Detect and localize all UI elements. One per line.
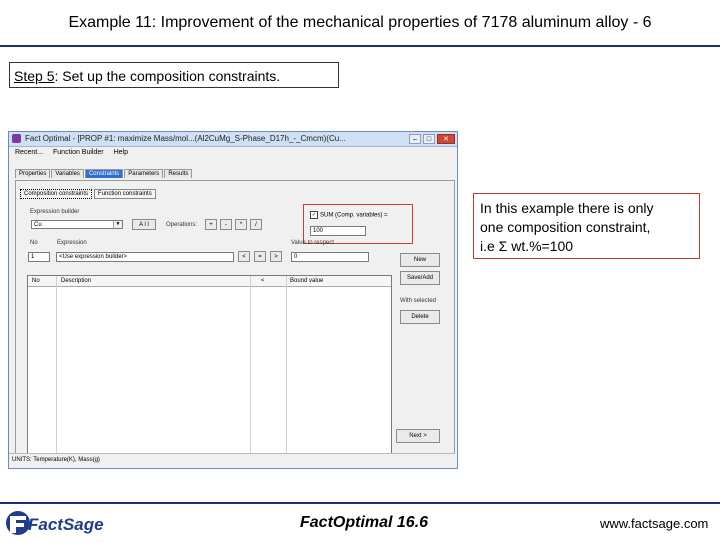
menu-recent[interactable]: Recent... bbox=[15, 149, 44, 156]
maximize-button[interactable]: □ bbox=[423, 134, 435, 144]
slide-title: Example 11: Improvement of the mechanical properties of 7178 aluminum alloy - 6 bbox=[68, 14, 652, 31]
note-line: In this example there is only bbox=[480, 200, 654, 216]
factsage-logo-mark bbox=[4, 508, 108, 538]
equals-button[interactable]: = bbox=[254, 251, 266, 262]
tab-constraints[interactable]: Constraints bbox=[85, 169, 123, 178]
step-caption bbox=[9, 62, 339, 88]
column-divider bbox=[250, 276, 251, 459]
footer-divider bbox=[0, 502, 720, 504]
footer-url[interactable]: www.factsage.com bbox=[600, 516, 709, 531]
col-no: No bbox=[32, 278, 40, 284]
expression-label: Expression bbox=[57, 240, 87, 246]
greater-than-button[interactable]: > bbox=[270, 251, 282, 262]
tab-parameters[interactable]: Parameters bbox=[124, 169, 163, 178]
subtab-composition-constraints[interactable]: Composition constraints bbox=[20, 189, 92, 199]
value-field[interactable]: 0 bbox=[291, 252, 369, 262]
less-than-button[interactable]: < bbox=[238, 251, 250, 262]
multiply-button[interactable]: * bbox=[235, 219, 247, 230]
window-title: Fact Optimal - [PROP #1: maximize Mass/mol...(Al2CuMg_S-Phase_D17h_-_Cmcm)(Cu... bbox=[25, 134, 346, 143]
app-icon bbox=[12, 134, 21, 143]
all-button[interactable]: A l l bbox=[132, 219, 156, 230]
tab-results[interactable]: Results bbox=[164, 169, 192, 178]
tab-variables[interactable]: Variables bbox=[51, 169, 84, 178]
footer-product: FactOptimal 16.6 bbox=[300, 514, 429, 531]
main-tabs bbox=[15, 169, 193, 178]
menu-help[interactable]: Help bbox=[113, 149, 129, 156]
title-divider bbox=[0, 45, 720, 47]
plus-button[interactable]: + bbox=[205, 219, 217, 230]
col-bound-value: Bound value bbox=[290, 278, 324, 284]
menu-bar bbox=[9, 147, 463, 159]
expression-field[interactable]: <Use expression builder> bbox=[56, 252, 234, 262]
close-button[interactable]: ✕ bbox=[437, 134, 455, 144]
status-bar: UNITS: Temperature(K), Mass(g) bbox=[9, 453, 455, 466]
next-button[interactable]: Next > bbox=[396, 429, 440, 443]
element-combo-value: Cu bbox=[34, 222, 42, 228]
column-divider bbox=[286, 276, 287, 459]
factsage-logo bbox=[4, 508, 108, 538]
constraint-subtabs bbox=[20, 189, 158, 199]
window-titlebar bbox=[9, 132, 457, 147]
element-combo[interactable] bbox=[31, 220, 123, 229]
operations-label: Operations: bbox=[166, 222, 198, 228]
with-selected-label: With selected bbox=[400, 298, 437, 304]
chevron-down-icon: ▼ bbox=[113, 221, 122, 228]
col-description: Description bbox=[61, 278, 92, 284]
sum-checkbox-label: SUM (Comp. variables) = bbox=[320, 212, 388, 219]
table-header bbox=[28, 276, 391, 287]
new-button[interactable]: New bbox=[400, 253, 440, 267]
column-divider bbox=[56, 276, 57, 459]
value-to-respect-label: Value to respect bbox=[291, 240, 334, 246]
menu-function-builder[interactable]: Function Builder bbox=[53, 149, 104, 156]
note-line: one composition constraint, bbox=[480, 219, 651, 235]
expression-builder-label: Expression builder bbox=[30, 209, 80, 215]
sum-checkbox[interactable] bbox=[310, 211, 388, 219]
checkmark-icon: ✓ bbox=[311, 212, 317, 218]
delete-button[interactable]: Delete bbox=[400, 310, 440, 324]
divide-button[interactable]: / bbox=[250, 219, 262, 230]
minus-button[interactable]: - bbox=[220, 219, 232, 230]
col-relation: < bbox=[261, 278, 265, 284]
step-label: Step 5 bbox=[14, 68, 55, 84]
step-text: : Set up the composition constraints. bbox=[54, 68, 281, 84]
constraints-table[interactable] bbox=[27, 275, 392, 460]
sum-highlight bbox=[303, 204, 413, 244]
no-field[interactable]: 1 bbox=[28, 252, 50, 262]
subtab-function-constraints[interactable]: Function constraints bbox=[94, 189, 156, 199]
note-line: i.e Σ wt.%=100 bbox=[480, 238, 574, 254]
minimize-button[interactable]: – bbox=[409, 134, 421, 144]
save-add-button[interactable]: Save/Add bbox=[400, 271, 440, 285]
annotation-note bbox=[473, 193, 700, 259]
sum-value-field[interactable]: 100 bbox=[310, 226, 366, 236]
svg-text:FactSage: FactSage bbox=[28, 515, 104, 534]
no-label: No bbox=[30, 240, 38, 246]
tab-properties[interactable]: Properties bbox=[15, 169, 50, 178]
